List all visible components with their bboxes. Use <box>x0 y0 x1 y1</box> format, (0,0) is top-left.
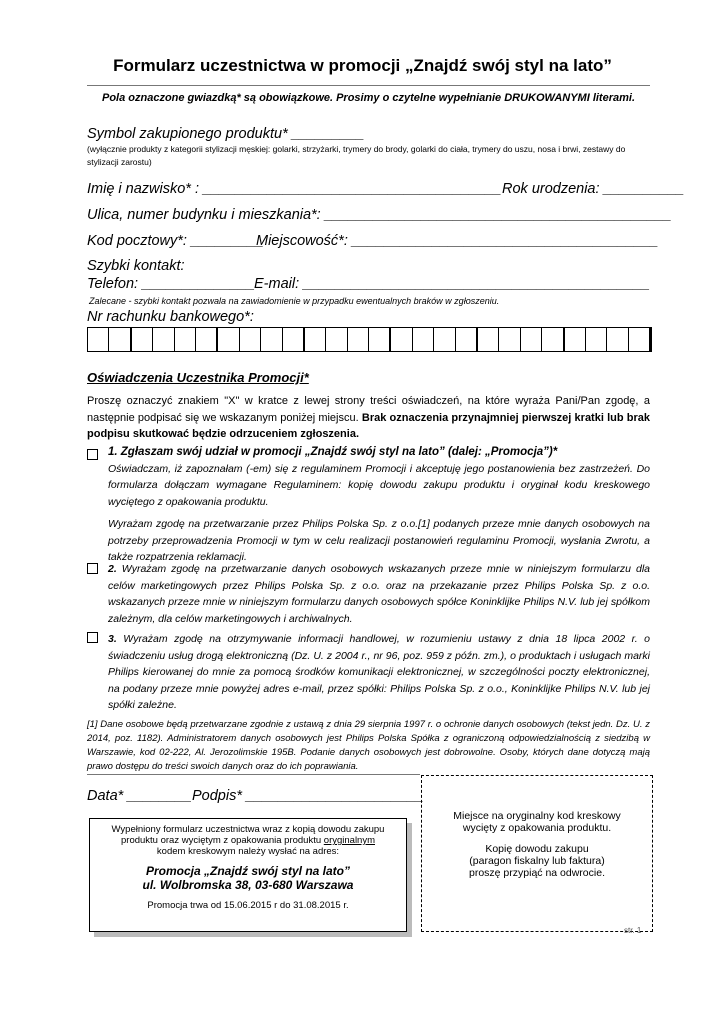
consent-2-text: 2. Wyrażam zgodę na przetwarzanie danych osobowych wskazanych przeze mnie w niniejszym formularzu dla celów marketingowych przez Philips Polska Sp. z o.o. oraz na przekazanie przez Philips Polska Sp. z o.o. wskazanych przeze mnie w niniejszym formularzu danych osobowych spółce Koninklijke Philips N.V. lub jej spółkom zależnym, dla celów marketingowych i archiwalnych. <box>108 563 650 625</box>
required-notice: Pola oznaczone gwiazdką* są obowiązkowe. Prosimy o czytelne wypełnianie DRUKOWANYMI literami. <box>101 92 636 104</box>
consent-1-text: 1. Zgłaszam swój udział w promocji „Znajdź swój styl na lato” (dalej: „Promocja”)* Oświadczam, iż zapoznałam (-em) się z regulaminem Promocji i akceptuję jego postanowienia bez zastrzeżeń. Do formularza dołączam wymagane Regulaminem: kopię dowodu zakupu produktu i oryginał kodu kreskowego wyciętego z opakowania produktu. Wyrażam zgodę na przetwarzanie przez Philips Polska Sp. z o.o.[1] podanych przeze mnie danych osobowych na potrzeby przeprowadzenia Promocji w tym w celu realizacji postanowień regulaminu Promocji, wysłania Zwrotu, a także rozpatrzenia reklamacji. <box>108 446 650 563</box>
footnote-divider <box>87 774 420 775</box>
email-field[interactable]: E-mail: ___________________________________________ <box>254 276 650 292</box>
quick-contact-label: Szybki kontakt: <box>87 258 185 274</box>
promotion-name: Promocja „Znajdź swój styl na lato” <box>145 864 351 878</box>
title-divider <box>87 85 650 86</box>
mailing-instructions-box: Wypełniony formularz uczestnictwa wraz z kopią dowodu zakupu produktu oraz wyciętym z opakowania produktu oryginalnym kodem kreskowym należy wysłać na adres: Promocja „Znajdź swój styl na lato” ul. Wolbromska 38, 03-680 Warszawa Promocja trwa od 15.06.2015 r do 31.08.2015 r. <box>89 818 407 932</box>
declarations-intro: Proszę oznaczyć znakiem "X" w kratce z lewej strony treści oświadczeń, na które wyraża Pani/Pan zgodę, a następnie podpisać się we wskazanym poniżej miejscu. Brak oznaczenia przynajmniej pierwszej kratki lub brak podpisu skutkować będzie odrzuceniem zgłoszenia. <box>87 395 651 440</box>
birth-year-field[interactable]: Rok urodzenia: __________ <box>502 181 685 197</box>
phone-field[interactable]: Telefon: ______________ <box>87 276 255 292</box>
contact-recommendation: Zalecane - szybki kontakt pozwala na zawiadomienie w przypadku ewentualnych braków w zgłoszeniu. <box>89 296 500 306</box>
consent-1-checkbox[interactable] <box>87 449 98 460</box>
date-field[interactable]: Data* ________ <box>87 788 192 804</box>
bank-account-label: Nr rachunku bankowego*: <box>87 309 254 325</box>
consent-1-heading: 1. Zgłaszam swój udział w promocji „Znajdź swój styl na lato” (dalej: „Promocja”)* <box>108 446 558 458</box>
mailing-address: ul. Wolbromska 38, 03-680 Warszawa <box>142 878 354 892</box>
product-symbol-field[interactable]: Symbol zakupionego produktu* _________ <box>87 126 365 142</box>
page-number: str. 1 <box>624 926 642 935</box>
bank-account-boxes[interactable] <box>87 327 652 352</box>
consent-3-checkbox[interactable] <box>87 632 98 643</box>
city-field[interactable]: Miejscowość*: ______________________________________ <box>256 233 659 249</box>
street-field[interactable]: Ulica, numer budynku i mieszkania*: ___________________________________________ <box>87 207 672 223</box>
consent-3-text: 3. Wyrażam zgodę na otrzymywanie informacji handlowej, w rozumieniu ustawy z dnia 18 lipca 2002 r. o świadczeniu usług drogą elektroniczną (Dz. U. z 2004 r., nr 96, poz. 959 z późn. zm.), o produktach i usługach marki Philips kierowanej do mnie za pomocą środków komunikacji elektronicznej, w szczególności poczty elektronicznej, na podany przeze mnie powyżej adres e-mail, przez spółki: Philips Polska Sp. z o.o., Koninklijke Philips N.V. lub jej spółki zależne. <box>108 633 650 711</box>
form-title: Formularz uczestnictwa w promocji „Znajdź swój styl na lato” <box>113 56 612 75</box>
consent-2-checkbox[interactable] <box>87 563 98 574</box>
signature-field[interactable]: Podpis* ______________________ <box>192 788 424 804</box>
product-symbol-note: (wyłącznie produkty z kategorii stylizacji męskiej: golarki, strzyżarki, trymery do brody, golarki do ciała, trymery do uszu, nosa i brwi, zestawy do stylizacji zarostu) <box>87 144 626 167</box>
postal-code-field[interactable]: Kod pocztowy*: _________ <box>87 233 264 249</box>
barcode-attachment-area: Miejsce na oryginalny kod kreskowy wycięty z opakowania produktu. Kopię dowodu zakupu (paragon fiskalny lub faktura) proszę przypiąć na odwrocie. <box>421 775 653 932</box>
name-field[interactable]: Imię i nazwisko* : _____________________________________ <box>87 181 502 197</box>
promotion-dates: Promocja trwa od 15.06.2015 r do 31.08.2015 r. <box>147 900 349 911</box>
footnote: [1] Dane osobowe będą przetwarzane zgodnie z ustawą z dnia 29 sierpnia 1997 r. o ochronie danych osobowych (tekst jedn. Dz. U. z 2014, poz. 1182). Administratorem danych osobowych jest Philips Polska Spółka z ograniczoną odpowiedzialnością z siedzibą w Warszawie, kod 02-222, Al. Jerozolimskie 195B. Podanie danych osobowych jest dobrowolne. Osoby, których dane dotyczą mają prawo dostępu do treści swoich danych oraz do ich poprawiania. <box>87 719 650 772</box>
declarations-heading: Oświadczenia Uczestnika Promocji* <box>87 370 309 385</box>
